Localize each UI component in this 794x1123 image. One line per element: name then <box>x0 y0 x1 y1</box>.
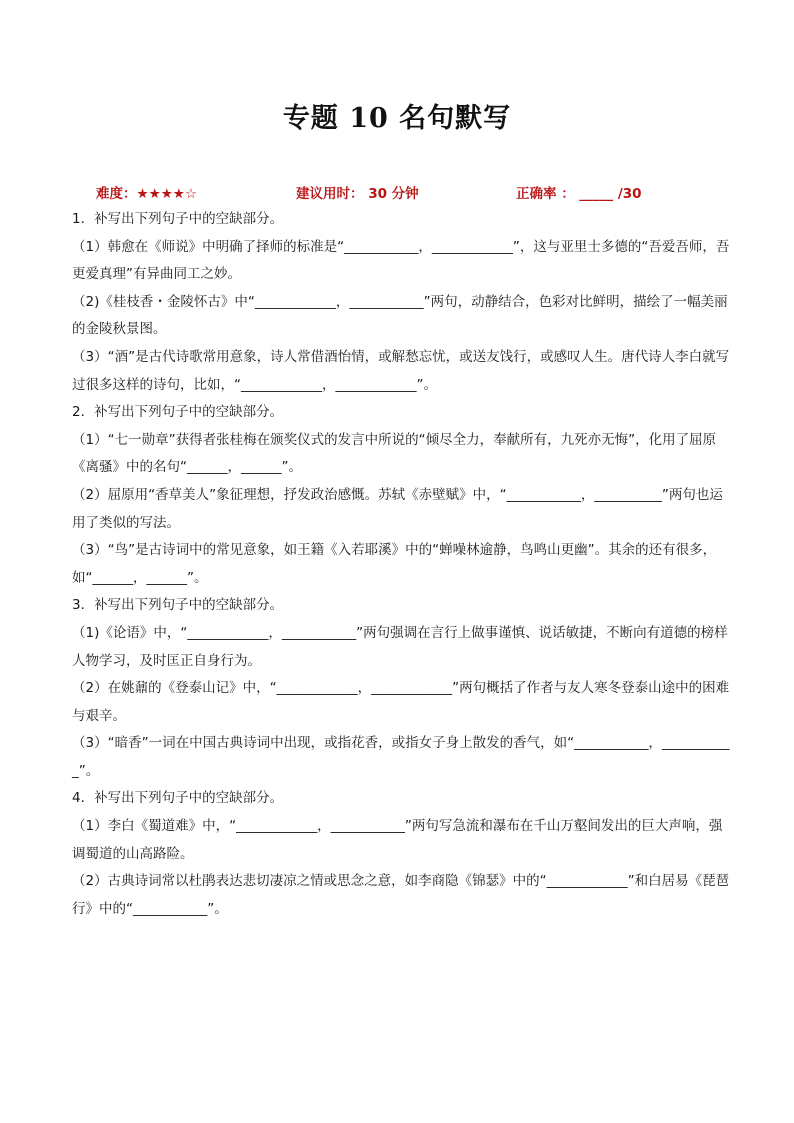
section-heading-3: 3．补写出下列句子中的空缺部分。 <box>72 597 284 614</box>
question-2-2: （2）屈原用“香草美人”象征理想，抒发政治感慨。苏轼《赤壁赋》中，“___________，__________”两句也运用了类似的写法。 <box>72 486 723 531</box>
question-3-3: （3）“暗香”一词在中国古典诗词中出现，或指花香，或指女子身上散发的香气，如“___________，___________”。 <box>72 735 730 779</box>
question-4-1: （1）李白《蜀道难》中，“____________，___________”两句写急流和瀑布在千山万壑间发出的巨大声响，强调蜀道的山高路险。 <box>72 818 723 862</box>
question-1-3: （3）“酒”是古代诗歌常用意象，诗人常借酒怡情，或解愁忘忧，或送友饯行，或感叹人生。唐代诗人李白就写过很多这样的诗句，比如，“____________，____________”。 <box>72 348 730 393</box>
question-1-1: （1）韩愈在《师说》中明确了择师的标准是“___________，____________”，这与亚里士多德的“吾爱吾师，吾更爱真理”有异曲同工之妙。 <box>72 238 730 283</box>
meta-row <box>96 182 716 202</box>
question-3-1: （1)《论语》中，“____________，___________”两句强调在言行上做事谨慎、说话敏捷，不断向有道德的榜样人物学习，及时匡正自身行为。 <box>72 624 728 669</box>
suggested-time-label: 建议用时： 30 分钟 <box>296 186 419 202</box>
question-2-3: （3）“鸟”是古诗词中的常见意象，如王籍《入若耶溪》中的“蝉噪林逾静，鸟鸣山更幽”。其余的还有很多，如“______，______”。 <box>72 542 717 586</box>
section-heading-2: 2．补写出下列句子中的空缺部分。 <box>72 404 284 421</box>
question-2-1: （1）“七一勋章”获得者张桂梅在颁奖仪式的发言中所说的“倾尽全力，奉献所有，九死亦无悔”，化用了屈原《离骚》中的名句“______，______”。 <box>72 431 717 476</box>
question-list <box>72 206 732 923</box>
accuracy-label: 正确率 ： _____ /30 <box>516 186 642 202</box>
section-heading-1: 1．补写出下列句子中的空缺部分。 <box>72 211 284 227</box>
question-3-2: （2）在姚鼐的《登泰山记》中，“____________，____________”两句概括了作者与友人寒冬登泰山途中的困难与艰辛。 <box>72 680 730 724</box>
difficulty-label: 难度：★★★★☆ <box>96 186 198 202</box>
question-1-2: （2)《桂枝香・金陵怀古》中“____________，___________”两句，动静结合，色彩对比鲜明，描绘了一幅美丽的金陵秋景图。 <box>72 293 728 338</box>
section-heading-4: 4．补写出下列句子中的空缺部分。 <box>72 790 284 807</box>
page-title: 专题 10 名句默写 <box>282 103 512 134</box>
question-4-2: （2）古典诗词常以杜鹃表达悲切凄凉之情或思念之意，如李商隐《锦瑟》中的“____________”和白居易《琵琶行》中的“___________”。 <box>72 873 730 917</box>
